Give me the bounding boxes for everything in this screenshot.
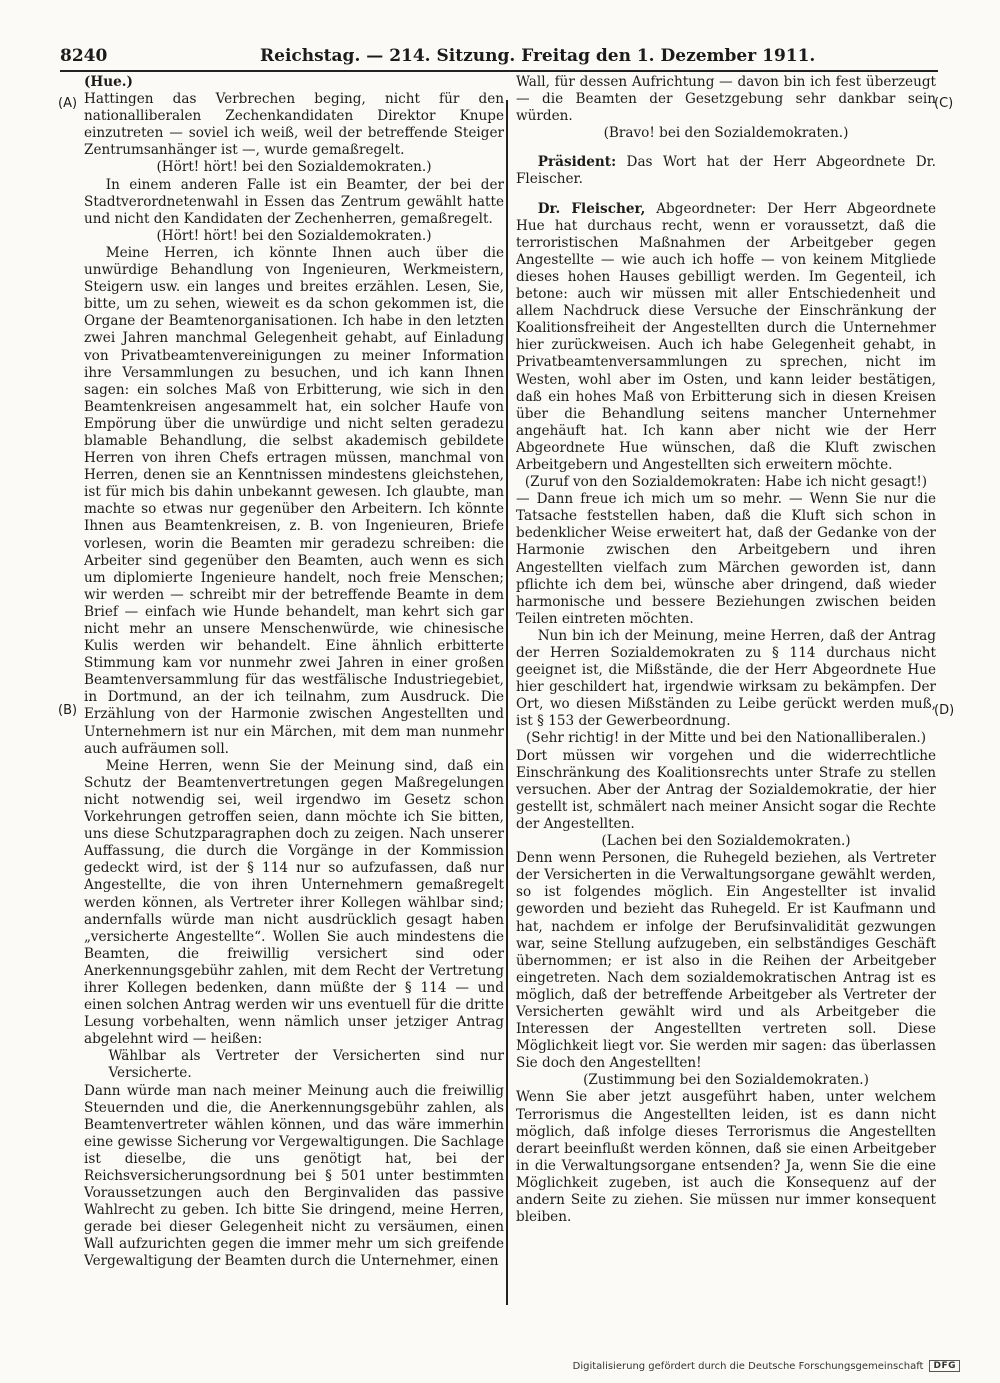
paragraph-text: Denn wenn Personen, die Ruhegeld beziehen, als Vertreter der Versicherten in die Verwaltungsorgane gewählt werden, so ist folgendes möglich. Ein Angestellter ist invalid geworden und bezieht das Ruhegeld. Er ist Kaufmann und hat, nachdem er infolge der Berufsinvalidität gezwungen war, seine Stellung aufzugeben, ein selbständiges Geschäft übernommen; er ist also in die Reihen der Arbeitgeber eingetreten. Nach dem sozialdemokratischen Antrag ist es möglich, daß der betreffende Arbeitgeber als Vertreter der Versicherten gewählt wird und als Arbeitgeber die Interessen der Angestellten vertreten soll. Diese Möglichkeit liegt vor. Sie werden mir sagen: das überlassen Sie doch den Angestellten! (516, 850, 936, 1072)
paragraph-text: Wenn Sie aber jetzt ausgeführt haben, unter welchem Terrorismus die Angestellten leiden, ist es dann nicht möglich, daß infolge dieses Terrorismus die Angestellten derart beeinflußt werden können, daß sie einen Arbeitgeber in die Verwaltungsorgane entsenden? Ja, wenn Sie die eine Möglichkeit zugeben, ist auch die Konsequenz auf der andern Seite zu ziehen. Sie müssen nur immer konsequent bleiben. (516, 1089, 936, 1226)
paragraph (516, 74, 936, 125)
paragraph (516, 628, 936, 731)
page-header (60, 46, 938, 68)
interjection (516, 833, 936, 850)
margin-marker-c: (C) (934, 96, 954, 111)
paragraph (108, 1048, 504, 1082)
left-column (84, 74, 504, 1304)
right-column (516, 74, 936, 1304)
paragraph (84, 91, 504, 159)
paragraph-text: (Zustimmung bei den Sozialdemokraten.) (583, 1072, 869, 1089)
paragraph (84, 758, 504, 1049)
page-title: Reichstag. — 214. Sitzung. Freitag den 1. Dezember 1911. (260, 46, 816, 66)
paragraph (516, 201, 936, 475)
speaker-name: Dr. Fleischer, (537, 200, 646, 217)
paragraph-text: — Dann freue ich mich um so mehr. — Wenn Sie nur die Tatsache feststellen haben, daß die Kluft sich schon in bedenklicher Weise erweitert hat, daß der Gedanke von der Harmonie zwischen den Arbeitgebern und ihren Angestellten vielfach zum Märchen geworden ist, dann pflichte ich dem bei, wünsche aber dringend, daß wieder harmonische und bessere Beziehungen zwischen beiden Teilen eintreten möchten. (516, 491, 936, 627)
interjection (84, 228, 504, 245)
header-rule (60, 70, 938, 72)
margin-marker-d: (D) (934, 703, 955, 718)
interjection (84, 159, 504, 176)
paragraph-text: In einem anderen Falle ist ein Beamter, der bei der Stadtverordnetenwahl in Essen das Zentrum gewählt hatte und nicht den Kandidaten der Zechenherren, gemaßregelt. (84, 176, 504, 227)
paragraph (516, 491, 936, 628)
interjection (516, 730, 936, 747)
paragraph-text: (Lachen bei den Sozialdemokraten.) (601, 833, 851, 850)
paragraph-text: Dann würde man nach meiner Meinung auch die freiwillig Steuernden und die, die Anerkennungsgebühr zahlen, als Beamtenvertreter wählen können, und das wäre immerhin eine gewisse Sicherung vor Vergewaltigungen. Die Sachlage ist dieselbe, die uns genötigt hat, bei der Reichsversicherungsordnung bei § 501 unter bestimmten Voraussetzungen auch den Berginvaliden das passive Wahlrecht zu geben. Ich bitte Sie dringend, meine Herren, gerade bei dieser Gelegenheit nicht zu versäumen, einen Wall aufzurichten gegen die immer mehr um sich greifende Vergewaltigung der Beamten durch die Unternehmer, einen (84, 1082, 504, 1270)
paragraph-text: (Sehr richtig! in der Mitte und bei den Nationalliberalen.) (525, 730, 927, 747)
paragraph-text: Hattingen das Verbrechen beging, nicht für den nationalliberalen Zechenkandidaten Direktor Knupe einzutreten — soviel ich weiß, weil der betreffende Steiger Zentrumsanhänger ist —, wurde gemaßregelt. (84, 91, 504, 159)
paragraph (516, 154, 936, 188)
margin-marker-b: (B) (58, 703, 78, 718)
paragraph (516, 850, 936, 1072)
paragraph-text: Das Wort hat der Herr Abgeordnete Dr. Fleischer. (516, 154, 936, 188)
paragraph-text: Meine Herren, ich könnte Ihnen auch über die unwürdige Behandlung von Ingenieuren, Werkmeistern, Steigern usw. ein langes und breites erzählen. Lesen, Sie, bitte, um zu sehen, wieweit es da schon gekommen ist, die Organe der Beamtenorganisationen. Ich habe in den letzten zwei Jahren manchmal Gelegenheit gehabt, auf Einladung von Privatbeamtenvereinigungen zu meiner Information ihre Versammlungen zu besuchen, und ich kann Ihnen sagen: ein solches Maß von Erbitterung, wie sich in den Beamtenkreisen angesammelt hat, ein solcher Haufe von Empörung über die unwürdige und nicht selten geradezu blamable Behandlung, die selbst akademisch gebildete Herren von ihren Chefs ertragen müssen, manchmal von Herren, denen sie an Kenntnissen mindestens gleichstehen, ist für mich bis dahin unbekannt gewesen. Ich glaubte, man machte so etwas nur gegenüber den Arbeitern. Ich könnte Ihnen aus Beamtenkreisen, z. B. von Ingenieuren, Briefe vorlesen, worin die Beamten mir geradezu schreiben: die Arbeiter sind gegenüber den Beamten, auch wenn es sich um diplomierte Ingenieure handelt, noch freie Menschen; wir werden — schreibt mir der betreffende Beamte in dem Brief — einfach wie Hunde behandelt, man kehrt sich gar nicht mehr an unsere Menschenwürde, wie chinesische Kulis werden wir behandelt. Eine ähnlich erbitterte Stimmung kam vor nunmehr zwei Jahren in einer großen Beamtenversammlung für das westfälische Industriegebiet, in Dortmund, an der ich teilnahm, zum Ausdruck. Die Erzählung von der Harmonie zwischen Angestellten und Unternehmern ist nur ein Märchen, mit dem man nunmehr auch aufräumen soll. (84, 244, 504, 757)
column-divider (506, 100, 508, 1305)
interjection (516, 474, 936, 491)
interjection (516, 125, 936, 142)
paragraph-text: Nun bin ich der Meinung, meine Herren, daß der Antrag der Herren Sozialdemokraten zu § 114 durchaus nicht geeignet ist, die Mißstände, die der Herr Abgeordnete Hue hier geschildert hat, irgendwie wirksam zu bekämpfen. Der Ort, wo diesen Mißständen zu Leibe gerückt werden muß, ist § 153 der Gewerbeordnung. (516, 627, 936, 730)
paragraph-text: (Hue.) (84, 74, 133, 90)
paragraph-text: (Bravo! bei den Sozialdemokraten.) (603, 125, 849, 142)
footer-credit: Digitalisierung gefördert durch die Deutsche Forschungsgemeinschaft (572, 1360, 924, 1372)
paragraph (84, 245, 504, 758)
paragraph-text: Dort müssen wir vorgehen und die widerrechtliche Einschränkung des Koalitionsrechts unter Strafe zu stellen versuchen. Aber der Antrag der Sozialdemokratie, der hier gestellt ist, schmälert nach meiner Ansicht sogar die Rechte der Angestellten. (516, 747, 936, 832)
paragraph (84, 1083, 504, 1271)
paragraph-text: (Hört! hört! bei den Sozialdemokraten.) (156, 159, 432, 176)
paragraph-text: Meine Herren, wenn Sie der Meinung sind, daß ein Schutz der Beamtenvertretungen gegen Maßregelungen nicht notwendig sei, weil irgendwo im Gesetz schon Vorkehrungen getroffen seien, dann möchte ich Sie bitten, uns diese Schutzparagraphen doch zu zeigen. Nach unserer Auffassung, die durch die Vorgänge in der Kommission gedeckt wird, ist der § 114 nur so aufzufassen, daß nur Angestellte, die von ihren Unternehmern gemaßregelt werden können, als Vertreter ihrer Kollegen wählbar sind; andernfalls würde man nicht ausdrücklich gesagt haben „versicherte Angestellte“. Wollen Sie auch mindestens die Beamten, die freiwillig versichert sind oder Anerkennungsgebühr zahlen, mit dem Recht der Vertretung ihrer Kollegen bedenken, dann müßte der § 114 — und einen solchen Antrag werden wir uns eventuell für die dritte Lesung vorbehalten, wenn nämlich unser jetziger Antrag abgelehnt wird — heißen: (84, 757, 504, 1048)
paragraph-text: (Zuruf von den Sozialdemokraten: Habe ich nicht gesagt!) (524, 474, 928, 491)
paragraph-text: Wählbar als Vertreter der Versicherten sind nur Versicherte. (108, 1048, 504, 1082)
page-number: 8240 (60, 46, 108, 66)
paragraph (516, 748, 936, 833)
paragraph-text: Abgeordneter: Der Herr Abgeordnete Hue hat durchaus recht, wenn er voraussetzt, daß die terroristischen Maßnahmen der Arbeitgeber gegen Angestellte — wie auch ich hoffe — von keinem Mitgliede dieses hohen Hauses gebilligt werden. Im Gegenteil, ich betone: auch wir müssen mit aller Entschiedenheit und allem Nachdruck diese Versuche der Einschränkung der Koalitionsfreiheit der Angestellten durch die Unternehmer hier zurückweisen. Auch ich habe Gelegenheit gehabt, in Privatbeamtenversammlungen zu sprechen, nicht im Westen, wohl aber im Osten, und kann leider bestätigen, daß ein hohes Maß von Erbitterung sich in diesen Kreisen über die Behandlung seitens mancher Unternehmer angehäuft hat. Ich kann aber nicht wie der Herr Abgeordnete Hue wünschen, daß die Kluft zwischen Arbeitgebern und Angestellten sich erweitern möchte. (516, 200, 936, 473)
paragraph (84, 177, 504, 228)
margin-marker-a: (A) (58, 96, 78, 111)
paragraph (84, 74, 504, 91)
paragraph-text: Wall, für dessen Aufrichtung — davon bin ich fest überzeugt — die Beamten der Gesetzgebung sehr dankbar sein würden. (516, 74, 936, 125)
dfg-logo: DFG (929, 1360, 960, 1372)
interjection (516, 1072, 936, 1089)
speaker-name: Präsident: (537, 154, 617, 171)
paragraph-text: (Hört! hört! bei den Sozialdemokraten.) (156, 227, 432, 244)
paragraph (516, 1089, 936, 1226)
footer (573, 1360, 960, 1372)
